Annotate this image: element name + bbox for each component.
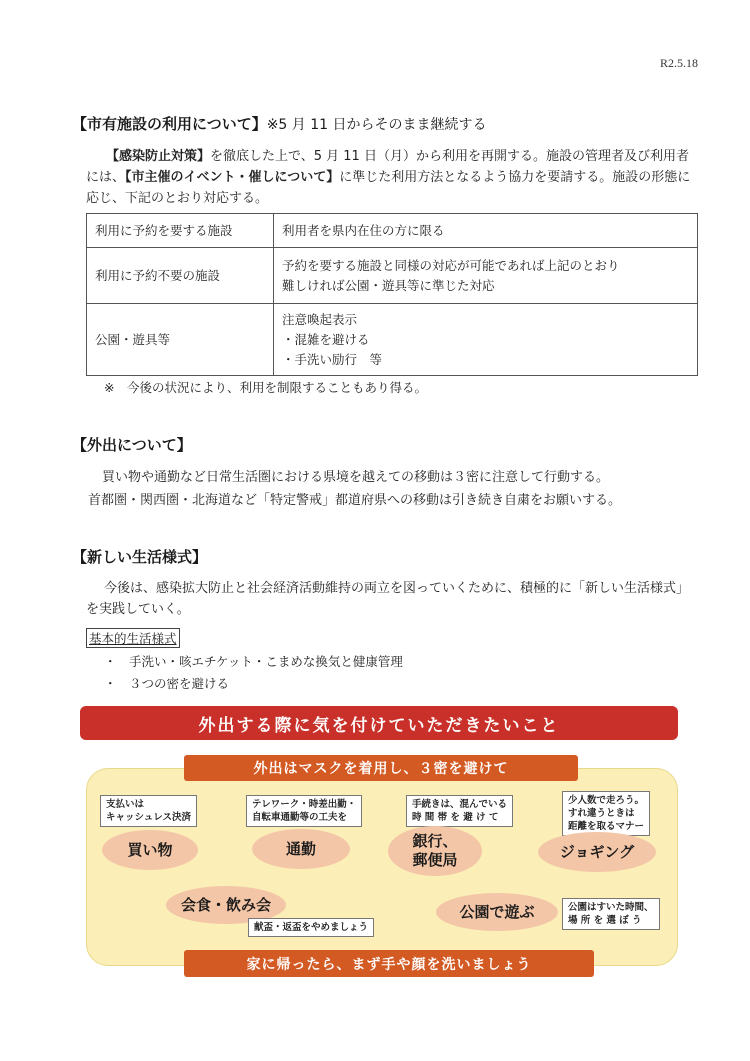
rule-line: 難しければ公園・遊具等に準じた対応 [282,277,495,293]
item-shopping: 買い物 [102,830,198,870]
rule-line: 予約を要する施設と同様の対応が可能であれば上記のとおり [282,257,620,273]
bottom-ribbon: 家に帰ったら、まず手や顔を洗いましょう [184,950,594,977]
facility-table [86,213,698,376]
top-ribbon: 外出はマスクを着用し、３密を避けて [184,755,578,781]
facility-rule [274,304,698,376]
rule-line: 利用者を県内在住の方に限る [282,222,445,238]
infographic-banner: 外出する際に気を付けていただきたいこと [80,706,678,740]
lifestyle-bullet: ・ 手洗い・咳エチケット・こまめな換気と健康管理 [104,654,403,669]
lifestyle-heading: 【新しい生活様式】 [72,548,208,566]
tip-bank: 手続きは、混んでいる 時 間 帯 を 避 け て [406,795,513,827]
facility-type: 公園・遊具等 [87,304,274,376]
tip-dining: 献盃・返盃をやめましょう [248,918,374,937]
item-dining: 会食・飲み会 [166,886,286,924]
table-row [87,304,698,376]
bullet-text: ３つの密を避ける [129,676,230,691]
outing-line2: 首都圏・関西圏・北海道など「特定警戒」都道府県への移動は引き続き自粛をお願いする。 [88,493,622,508]
tip-jogging: 少人数で走ろう。 すれ違うときは 距離を取るマナー [562,791,650,836]
table-row [87,248,698,304]
rule-line: ・手洗い励行 等 [282,351,383,367]
intro-part1: を徹底した上で、5 月 11 日（月）から利用を再開する。施設の管理者及び利用者には、 [86,149,689,185]
facilities-heading-note: ※5 月 11 日からそのまま継続する [266,117,487,133]
facilities-footnote: ※ 今後の状況により、利用を制限することもあり得る。 [104,380,427,395]
item-jogging: ジョギング [538,832,656,872]
document-date: R2.5.18 [659,56,698,70]
table-row [87,214,698,248]
rule-line: 注意喚起表示 [282,311,358,327]
intro-ref: 【市主催のイベント・催しについて】 [125,170,340,185]
intro-part2: に準じた利用方法となるよう協力を要請する。施設の形態に応じ、下記のとおり対応する。 [86,170,691,206]
facility-rule [274,248,698,304]
facilities-heading-title: 【市有施設の利用について】 [72,115,267,133]
lifestyle-bullet: ・ ３つの密を避ける [104,676,230,691]
tip-commute: テレワーク・時差出勤・ 自転車通勤等の工夫を [246,795,362,827]
facility-type: 利用に予約不要の施設 [87,248,274,304]
outing-line1: 買い物や通勤など日常生活圏における県境を越えての移動は３密に注意して行動する。 [102,470,610,485]
rule-line: ・混雑を避ける [282,331,370,347]
facilities-intro [86,146,698,209]
facility-type: 利用に予約を要する施設 [87,214,274,248]
tip-shopping: 支払いは キャッシュレス決済 [100,795,197,827]
lifestyle-subheading: 基本的生活様式 [86,628,180,648]
lifestyle-text: 今後は、感染拡大防止と社会経済活動維持の両立を図っていくために、積極的に「新しい生活様式」を実践していく。 [86,581,690,617]
bullet-text: 手洗い・咳エチケット・こまめな換気と健康管理 [129,654,403,669]
item-bank: 銀行、 郵便局 [388,826,482,876]
tip-park: 公園はすいた時間、 場 所 を 選 ぼ う [562,898,660,930]
intro-lead: 【感染防止対策】 [106,149,211,164]
item-commute: 通勤 [252,829,350,869]
outing-heading: 【外出について】 [72,436,192,454]
facilities-heading [72,113,487,134]
item-park: 公園で遊ぶ [436,893,558,931]
facility-rule [274,214,698,248]
